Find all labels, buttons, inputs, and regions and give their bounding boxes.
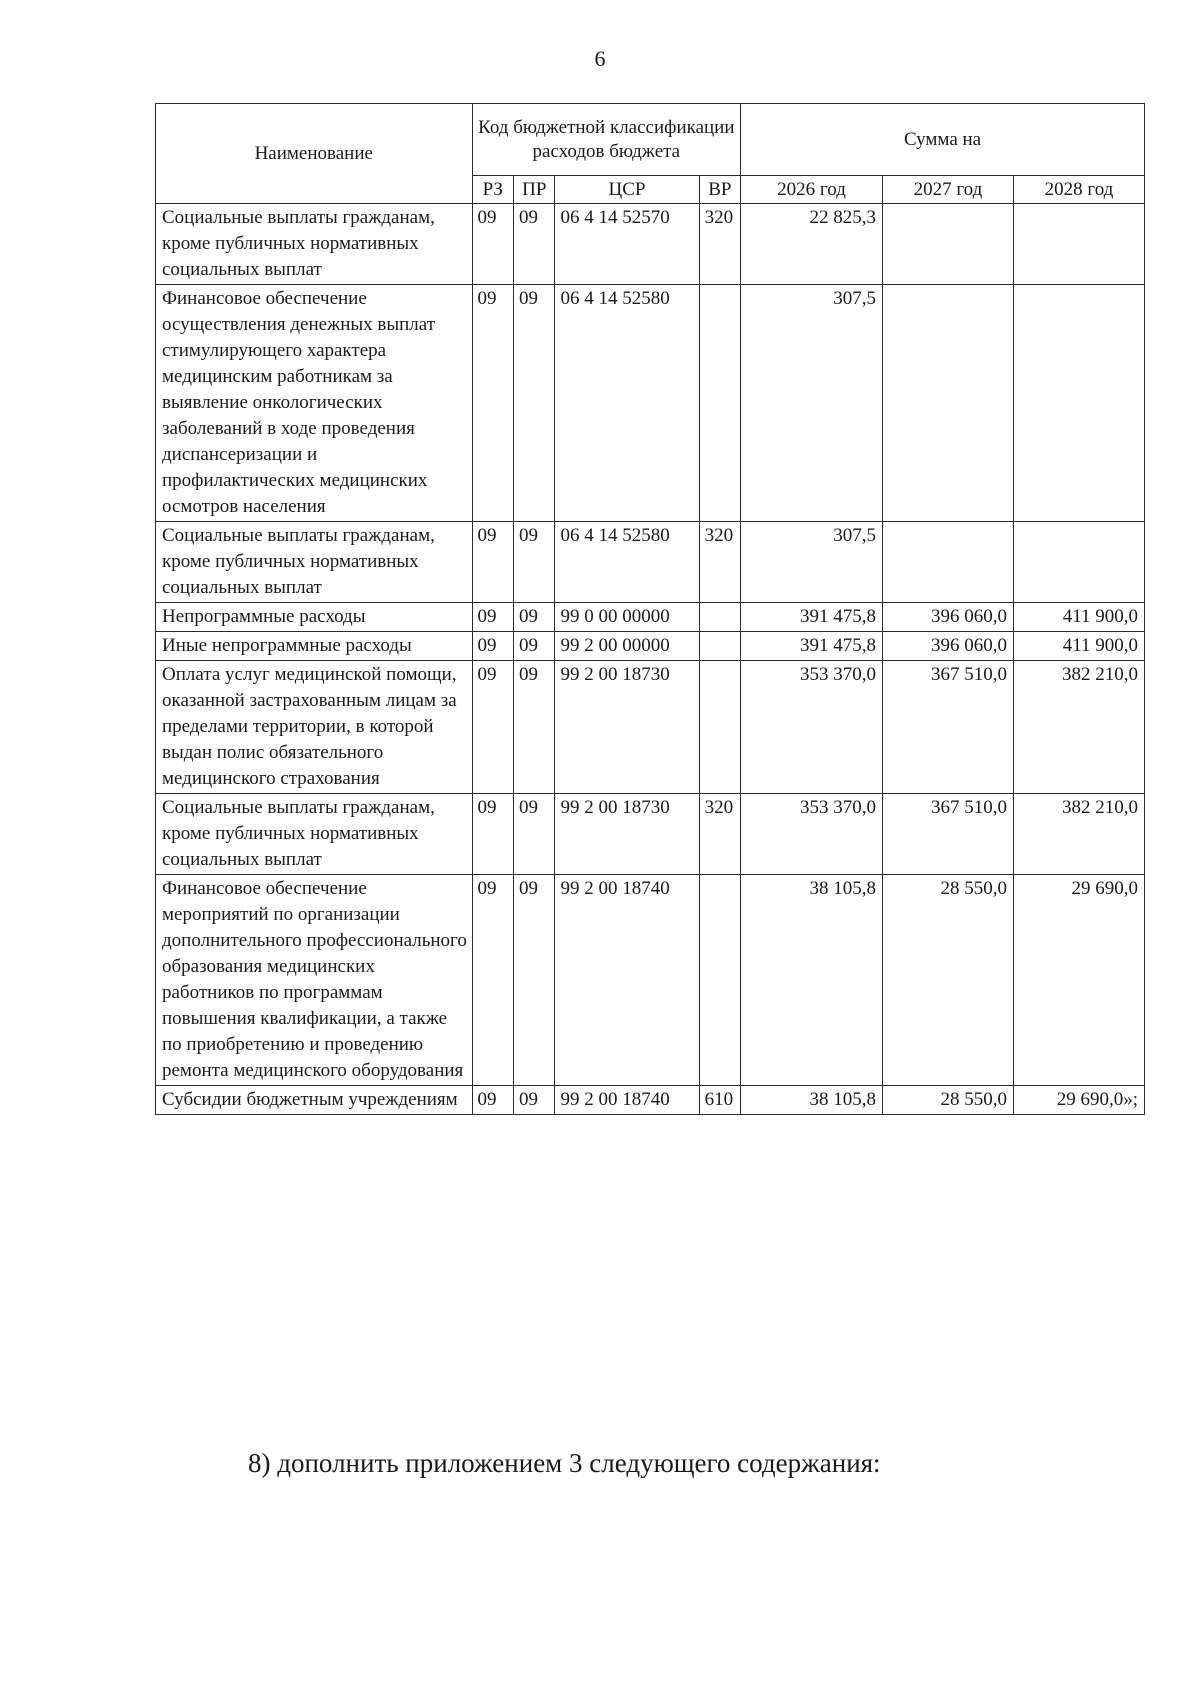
row-2028: 29 690,0 [1013, 875, 1144, 1086]
row-pr: 09 [514, 632, 555, 661]
table-row [156, 875, 1145, 1086]
table-row [156, 285, 1145, 522]
row-2028 [1013, 204, 1144, 285]
row-name: Социальные выплаты гражданам, кроме публичных нормативных социальных выплат [156, 794, 473, 875]
row-pr: 09 [514, 522, 555, 603]
row-2027: 28 550,0 [882, 875, 1013, 1086]
row-2027: 367 510,0 [882, 794, 1013, 875]
row-2028: 411 900,0 [1013, 603, 1144, 632]
row-csr: 99 2 00 18730 [555, 794, 699, 875]
table-header [156, 104, 1145, 204]
row-2026: 391 475,8 [741, 632, 883, 661]
table-row [156, 794, 1145, 875]
row-2026: 307,5 [741, 285, 883, 522]
row-vr [699, 285, 741, 522]
row-name: Иные непрограммные расходы [156, 632, 473, 661]
row-name: Субсидии бюджетным учреждениям [156, 1086, 473, 1115]
row-2026: 38 105,8 [741, 875, 883, 1086]
row-rz: 09 [472, 794, 513, 875]
row-rz: 09 [472, 603, 513, 632]
row-rz: 09 [472, 661, 513, 794]
header-csr: ЦСР [555, 176, 699, 204]
row-pr: 09 [514, 794, 555, 875]
row-rz: 09 [472, 875, 513, 1086]
header-pr: ПР [514, 176, 555, 204]
table-row [156, 603, 1145, 632]
row-pr: 09 [514, 875, 555, 1086]
row-2027 [882, 204, 1013, 285]
budget-table [155, 103, 1145, 1115]
row-2028 [1013, 285, 1144, 522]
row-pr: 09 [514, 204, 555, 285]
row-vr: 320 [699, 794, 741, 875]
row-vr [699, 632, 741, 661]
row-2027: 28 550,0 [882, 1086, 1013, 1115]
row-2028: 29 690,0»; [1013, 1086, 1144, 1115]
header-sum-group: Сумма на [741, 104, 1145, 176]
row-2027 [882, 522, 1013, 603]
header-2028: 2028 год [1013, 176, 1144, 204]
row-rz: 09 [472, 204, 513, 285]
row-pr: 09 [514, 285, 555, 522]
row-2028: 382 210,0 [1013, 794, 1144, 875]
header-2026: 2026 год [741, 176, 883, 204]
table-row [156, 1086, 1145, 1115]
header-code-group: Код бюджетной классификации расходов бюджета [472, 104, 741, 176]
table-body [156, 204, 1145, 1115]
row-csr: 99 2 00 00000 [555, 632, 699, 661]
row-csr: 99 0 00 00000 [555, 603, 699, 632]
header-2027: 2027 год [882, 176, 1013, 204]
row-name: Социальные выплаты гражданам, кроме публичных нормативных социальных выплат [156, 522, 473, 603]
row-2027 [882, 285, 1013, 522]
row-name: Оплата услуг медицинской помощи, оказанной застрахованным лицам за пределами территории, в которой выдан полис обязательного медицинского страхования [156, 661, 473, 794]
row-2026: 391 475,8 [741, 603, 883, 632]
row-vr [699, 875, 741, 1086]
header-name: Наименование [156, 104, 473, 204]
header-rz: РЗ [472, 176, 513, 204]
row-2026: 38 105,8 [741, 1086, 883, 1115]
row-2026: 353 370,0 [741, 794, 883, 875]
row-vr: 320 [699, 522, 741, 603]
row-csr: 06 4 14 52570 [555, 204, 699, 285]
row-name: Финансовое обеспечение мероприятий по организации дополнительного профессионального образования медицинских работников по программам повышения квалификации, а также по приобретению и проведению ремонта медицинского оборудования [156, 875, 473, 1086]
amendment-text: 8) дополнить приложением 3 следующего содержания: [248, 1448, 881, 1478]
row-vr [699, 661, 741, 794]
row-rz: 09 [472, 632, 513, 661]
row-rz: 09 [472, 1086, 513, 1115]
row-csr: 06 4 14 52580 [555, 522, 699, 603]
row-pr: 09 [514, 603, 555, 632]
row-2026: 353 370,0 [741, 661, 883, 794]
row-2027: 396 060,0 [882, 632, 1013, 661]
row-csr: 06 4 14 52580 [555, 285, 699, 522]
row-csr: 99 2 00 18730 [555, 661, 699, 794]
row-2027: 367 510,0 [882, 661, 1013, 794]
row-vr: 610 [699, 1086, 741, 1115]
row-csr: 99 2 00 18740 [555, 875, 699, 1086]
page-number: 6 [594, 46, 606, 71]
row-2028: 382 210,0 [1013, 661, 1144, 794]
row-csr: 99 2 00 18740 [555, 1086, 699, 1115]
table-row [156, 661, 1145, 794]
row-2026: 307,5 [741, 522, 883, 603]
row-pr: 09 [514, 661, 555, 794]
row-pr: 09 [514, 1086, 555, 1115]
row-2028: 411 900,0 [1013, 632, 1144, 661]
row-2028 [1013, 522, 1144, 603]
row-name: Социальные выплаты гражданам, кроме публичных нормативных социальных выплат [156, 204, 473, 285]
row-vr [699, 603, 741, 632]
row-rz: 09 [472, 285, 513, 522]
row-vr: 320 [699, 204, 741, 285]
row-rz: 09 [472, 522, 513, 603]
row-2026: 22 825,3 [741, 204, 883, 285]
table-row [156, 522, 1145, 603]
row-2027: 396 060,0 [882, 603, 1013, 632]
row-name: Непрограммные расходы [156, 603, 473, 632]
header-vr: ВР [699, 176, 741, 204]
table-row [156, 204, 1145, 285]
row-name: Финансовое обеспечение осуществления денежных выплат стимулирующего характера медицинским работникам за выявление онкологических заболеваний в ходе проведения диспансеризации и профилактических медицинских осмотров населения [156, 285, 473, 522]
table-row [156, 632, 1145, 661]
